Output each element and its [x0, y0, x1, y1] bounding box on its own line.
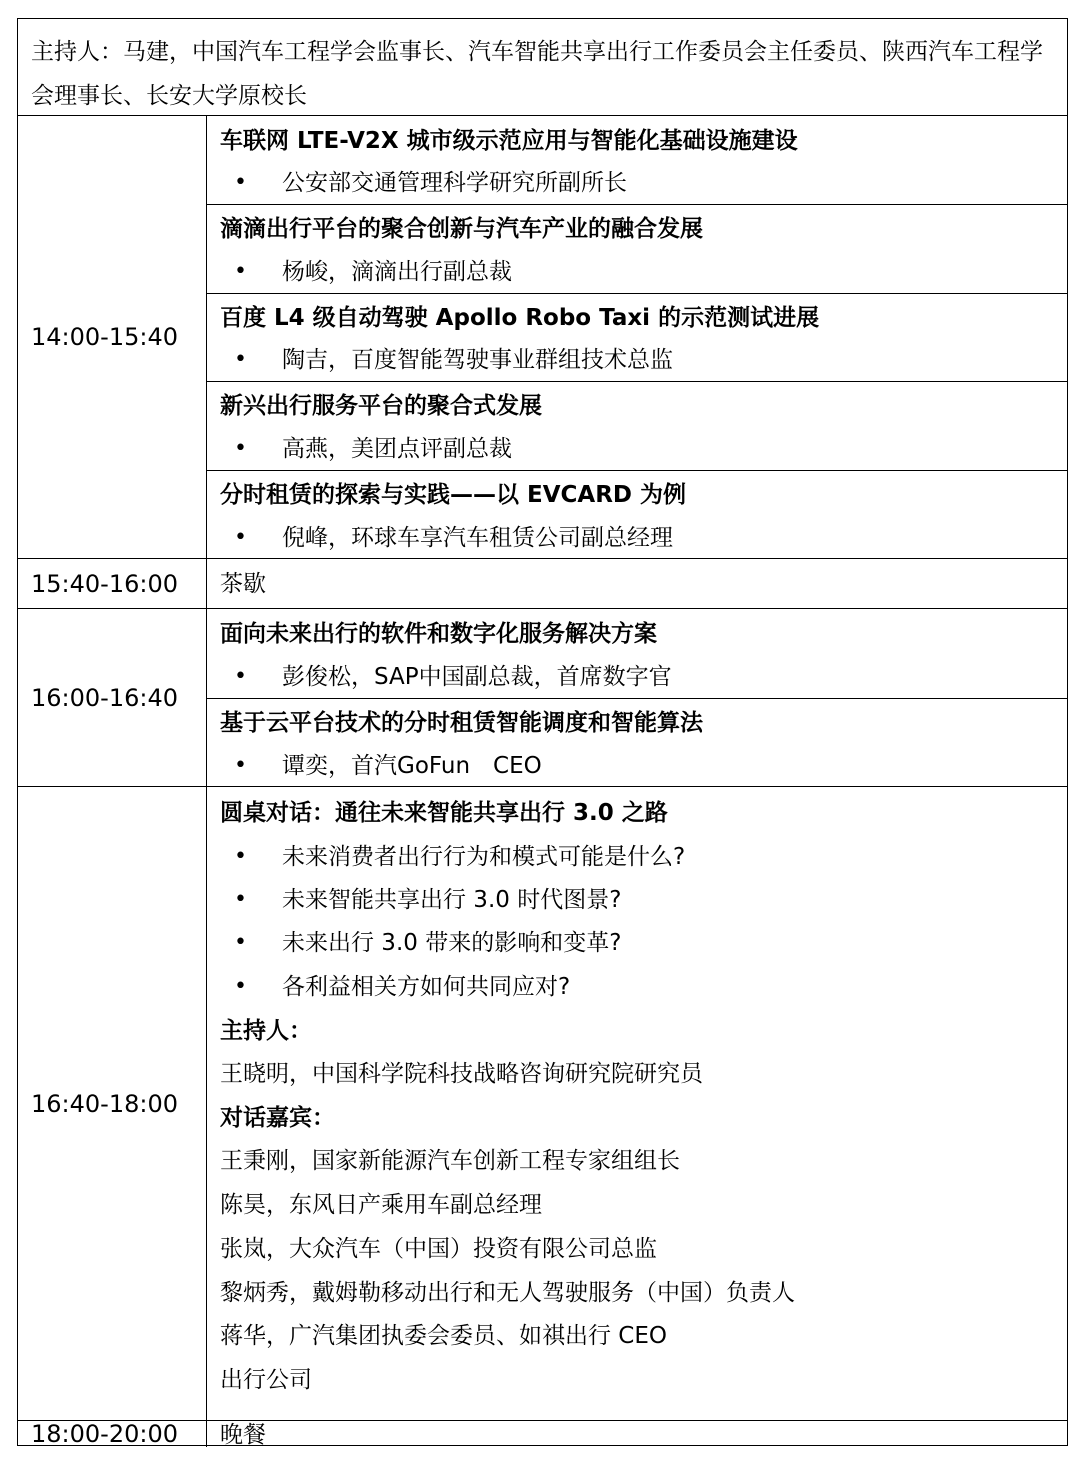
- break-text: 茶歇: [220, 571, 266, 597]
- talk-speaker: 谭奕，首汽GoFun CEO: [282, 753, 542, 779]
- talk-speaker-line: [220, 161, 1061, 205]
- roundtable-content: [207, 787, 1067, 1420]
- bullet-icon: •: [234, 974, 247, 999]
- question-item: [220, 921, 1061, 965]
- bullet-icon: •: [234, 170, 247, 195]
- guest-item: 黎炳秀，戴姆勒移动出行和无人驾驶服务（中国）负责人: [220, 1280, 795, 1306]
- guest-item: 陈昊，东风日产乘用车副总经理: [220, 1192, 542, 1218]
- question-text: 未来消费者出行行为和模式可能是什么?: [282, 844, 686, 870]
- session-content: [207, 559, 1067, 608]
- moderator-label: 主持人：: [220, 1018, 312, 1044]
- question-text: 未来智能共享出行 3.0 时代图景?: [282, 887, 622, 913]
- guest-item: 蒋华，广汽集团执委会委员、如祺出行 CEO: [220, 1323, 668, 1349]
- bullet-icon: •: [234, 525, 247, 550]
- guest-item: 出行公司: [220, 1367, 312, 1393]
- talk-title: 基于云平台技术的分时租赁智能调度和智能算法: [220, 710, 703, 736]
- guest-item: 王秉刚，国家新能源汽车创新工程专家组组长: [220, 1148, 680, 1174]
- talk: [207, 381, 1067, 470]
- talk-title: 新兴出行服务平台的聚合式发展: [220, 393, 542, 419]
- session-content: [207, 1421, 1067, 1447]
- host-row: [18, 19, 1067, 115]
- session-row: [18, 1420, 1067, 1447]
- bullet-icon: •: [234, 930, 247, 955]
- session-row: [18, 558, 1067, 608]
- talk: [207, 293, 1067, 381]
- guest-item: 张岚，大众汽车（中国）投资有限公司总监: [220, 1236, 657, 1262]
- session-talks: [207, 116, 1067, 558]
- question-item: [220, 878, 1061, 922]
- talk-speaker: 陶吉，百度智能驾驶事业群组技术总监: [282, 347, 673, 373]
- question-item: [220, 965, 1061, 1009]
- question-item: [220, 835, 1061, 879]
- talk: [207, 470, 1067, 559]
- bullet-icon: •: [234, 259, 247, 284]
- bullet-icon: •: [234, 436, 247, 461]
- session-time: 18:00-20:00: [18, 1421, 207, 1447]
- talk-speaker: 公安部交通管理科学研究所副所长: [282, 170, 627, 196]
- talk: [207, 116, 1067, 204]
- talk-speaker-line: [220, 250, 1061, 294]
- bullet-icon: •: [234, 887, 247, 912]
- talk-speaker: 彭俊松，SAP中国副总裁，首席数字官: [282, 664, 672, 690]
- bullet-icon: •: [234, 844, 247, 869]
- question-text: 未来出行 3.0 带来的影响和变革?: [282, 930, 622, 956]
- talk-speaker: 高燕，美团点评副总裁: [282, 436, 512, 462]
- bullet-icon: •: [234, 664, 247, 689]
- session-time: 16:00-16:40: [18, 609, 207, 786]
- moderator-name: 王晓明，中国科学院科技战略咨询研究院研究员: [220, 1061, 703, 1087]
- question-text: 各利益相关方如何共同应对?: [282, 974, 571, 1000]
- roundtable-title: 圆桌对话：通往未来智能共享出行 3.0 之路: [220, 800, 668, 826]
- session-talks: [207, 609, 1067, 786]
- talk: [207, 698, 1067, 787]
- dinner-text: 晚餐: [220, 1422, 266, 1448]
- session-row: [18, 786, 1067, 1420]
- session-time: 14:00-15:40: [18, 116, 207, 558]
- talk-title: 面向未来出行的软件和数字化服务解决方案: [220, 621, 657, 647]
- talk-speaker-line: [220, 655, 1061, 699]
- talk-speaker-line: [220, 516, 1061, 560]
- talk-speaker: 杨峻，滴滴出行副总裁: [282, 259, 512, 285]
- talk-title: 车联网 LTE-V2X 城市级示范应用与智能化基础设施建设: [220, 128, 798, 154]
- session-row: [18, 608, 1067, 786]
- bullet-icon: •: [234, 347, 247, 372]
- session-time: 16:40-18:00: [18, 787, 207, 1420]
- guests-label: 对话嘉宾：: [220, 1105, 335, 1131]
- session-row: [18, 115, 1067, 558]
- talk-title: 百度 L4 级自动驾驶 Apollo Robo Taxi 的示范测试进展: [220, 305, 820, 331]
- talk-speaker-line: [220, 338, 1061, 382]
- talk-speaker: 倪峰，环球车享汽车租赁公司副总经理: [282, 525, 673, 551]
- bullet-icon: •: [234, 753, 247, 778]
- talk-title: 分时租赁的探索与实践——以 EVCARD 为例: [220, 482, 687, 508]
- session-time: 15:40-16:00: [18, 559, 207, 608]
- host-text: 主持人：马建，中国汽车工程学会监事长、汽车智能共享出行工作委员会主任委员、陕西汽车工程学会理事长、长安大学原校长: [31, 39, 1043, 109]
- talk: [207, 204, 1067, 293]
- talk-title: 滴滴出行平台的聚合创新与汽车产业的融合发展: [220, 216, 703, 242]
- talk-speaker-line: [220, 744, 1061, 788]
- talk: [207, 609, 1067, 698]
- talk-speaker-line: [220, 427, 1061, 471]
- agenda-table: [17, 18, 1068, 1446]
